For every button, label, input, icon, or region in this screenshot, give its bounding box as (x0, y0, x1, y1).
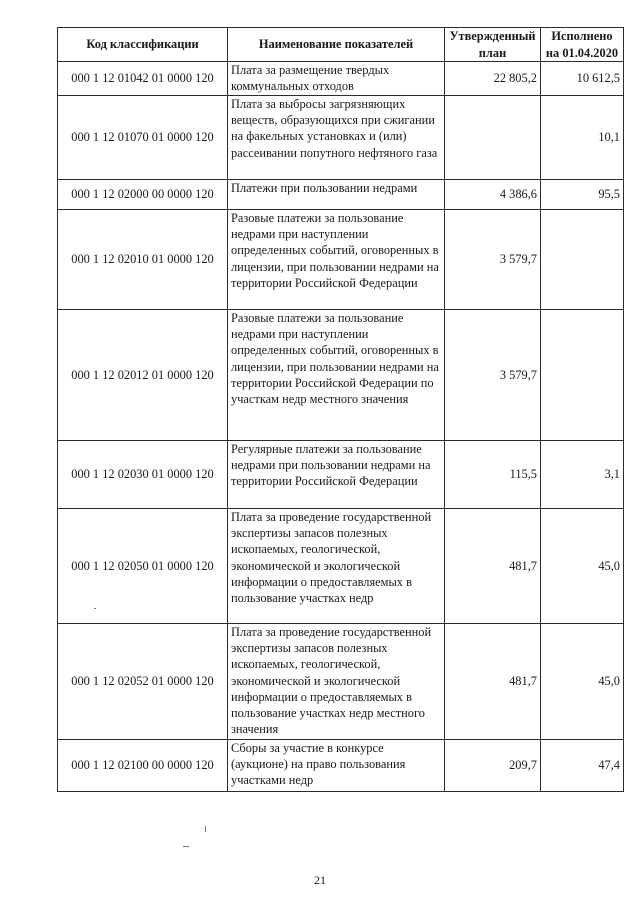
table-header-row (58, 28, 624, 62)
table-row (58, 62, 624, 96)
table-row (58, 509, 624, 624)
page-number: 21 (314, 873, 326, 887)
row-code: 000 1 12 02010 01 0000 120 (58, 210, 228, 310)
row-plan: 115,5 (445, 441, 541, 509)
row-done: 95,5 (541, 180, 624, 210)
row-name: Плата за размещение твердых коммунальных отходов (228, 62, 445, 96)
header-done: Исполнено на 01.04.2020 (541, 28, 624, 62)
row-name: Плата за выбросы загрязняющих веществ, образующихся при сжигании на факельных установках и (или) рассеивании попутного нефтяного газа (228, 96, 445, 180)
row-code: 000 1 12 01070 01 0000 120 (58, 96, 228, 180)
row-code: 000 1 12 02012 01 0000 120 (58, 310, 228, 441)
row-plan (445, 96, 541, 180)
row-code: 000 1 12 02050 01 0000 120 (58, 509, 228, 624)
row-done: 45,0 (541, 509, 624, 624)
header-name: Наименование показателей (228, 28, 445, 62)
table-row (58, 740, 624, 792)
header-code: Код классификации (58, 28, 228, 62)
row-code: 000 1 12 02030 01 0000 120 (58, 441, 228, 509)
row-name: Плата за проведение государственной экспертизы запасов полезных ископаемых, геологической, экономической и экологической информации о предоставляемых в пользование участках недр (228, 509, 445, 624)
row-plan: 22 805,2 (445, 62, 541, 96)
row-name: Плата за проведение государственной экспертизы запасов полезных ископаемых, геологической, экономической и экологической информации о предоставляемых в пользование участках недр местного значения (228, 624, 445, 740)
row-name: Регулярные платежи за пользование недрами при пользовании недрами на территории Российской Федерации (228, 441, 445, 509)
table-row (58, 310, 624, 441)
row-done: 3,1 (541, 441, 624, 509)
row-done (541, 210, 624, 310)
row-code: 000 1 12 02100 00 0000 120 (58, 740, 228, 792)
row-code: 000 1 12 02000 00 0000 120 (58, 180, 228, 210)
row-done: 45,0 (541, 624, 624, 740)
row-plan: 3 579,7 (445, 210, 541, 310)
row-code: 000 1 12 01042 01 0000 120 (58, 62, 228, 96)
table-row (58, 96, 624, 180)
scan-speck (94, 608, 96, 609)
row-plan: 481,7 (445, 624, 541, 740)
row-done: 10 612,5 (541, 62, 624, 96)
row-plan: 3 579,7 (445, 310, 541, 441)
budget-table (57, 27, 624, 792)
scan-speck (183, 846, 189, 847)
row-plan: 209,7 (445, 740, 541, 792)
table-row (58, 624, 624, 740)
row-code: 000 1 12 02052 01 0000 120 (58, 624, 228, 740)
header-plan: Утвержденный план (445, 28, 541, 62)
scan-speck (205, 826, 206, 832)
row-done: 10,1 (541, 96, 624, 180)
table-row (58, 210, 624, 310)
row-name: Разовые платежи за пользование недрами при наступлении определенных событий, оговоренных в лицензии, при пользовании недрами на территории Российской Федерации (228, 210, 445, 310)
row-name: Разовые платежи за пользование недрами при наступлении определенных событий, оговоренных в лицензии, при пользовании недрами на территории Российской Федерации по участкам недр местного значения (228, 310, 445, 441)
row-done: 47,4 (541, 740, 624, 792)
table-row (58, 180, 624, 210)
row-plan: 4 386,6 (445, 180, 541, 210)
table-row (58, 441, 624, 509)
row-plan: 481,7 (445, 509, 541, 624)
row-done (541, 310, 624, 441)
row-name: Платежи при пользовании недрами (228, 180, 445, 210)
row-name: Сборы за участие в конкурсе (аукционе) на право пользования участками недр (228, 740, 445, 792)
